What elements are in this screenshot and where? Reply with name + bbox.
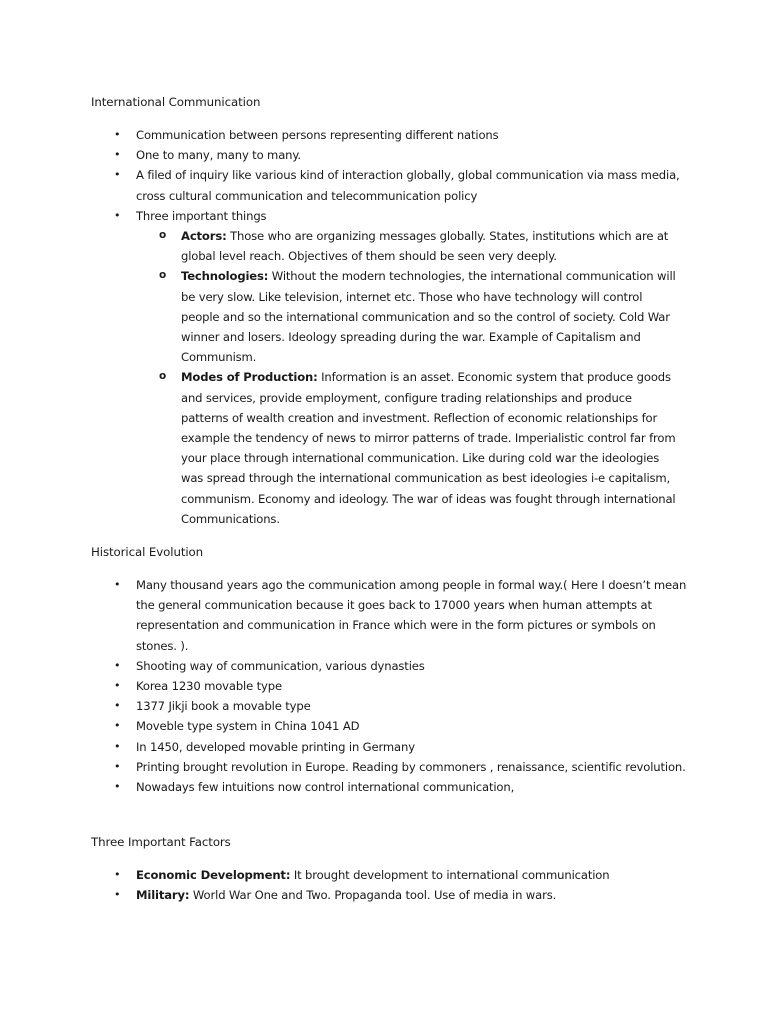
- item-text: Shooting way of communication, various dynasties: [136, 658, 425, 673]
- term-label: Military:: [136, 888, 190, 903]
- sub-bullet-list: [136, 226, 681, 529]
- bullet-list: [136, 575, 696, 797]
- term-label: Economic Development:: [136, 868, 291, 882]
- term-label: Actors:: [181, 229, 227, 244]
- item-text: It brought development to international communication: [290, 868, 610, 882]
- item-text: Printing brought revolution in Europe. Reading by commoners , renaissance, scientific revolution.: [136, 759, 686, 774]
- list-item: [136, 865, 696, 885]
- item-text: Communication between persons representing different nations: [136, 128, 499, 142]
- term-label: Modes of Production:: [181, 370, 318, 385]
- sub-list-item: [181, 266, 681, 367]
- item-text: Those who are organizing messages globally. States, institutions which are at global level reach. Objectives of them should be seen very deeply.: [181, 229, 669, 264]
- list-item: [136, 575, 696, 656]
- list-item: [136, 206, 696, 529]
- item-text: A filed of inquiry like various kind of interaction globally, global communication via mass media, cross cultural communication and telecommunication policy: [136, 168, 680, 203]
- list-item: [136, 676, 696, 696]
- list-item: [136, 125, 696, 145]
- list-item: [136, 165, 696, 205]
- list-item: [136, 656, 696, 676]
- list-item: [136, 737, 696, 757]
- section-heading: Historical Evolution: [91, 545, 204, 559]
- list-item: [136, 145, 696, 165]
- bullet-list: [136, 125, 696, 529]
- item-text: Nowadays few intuitions now control international communication,: [136, 780, 515, 795]
- section-heading: International Communication: [91, 95, 261, 109]
- list-item: [136, 885, 696, 905]
- sub-list-item: [181, 226, 681, 266]
- item-text: In 1450, developed movable printing in Germany: [136, 739, 415, 754]
- term-label: Technologies:: [181, 269, 269, 284]
- list-item: [136, 716, 696, 736]
- item-text: Moveble type system in China 1041 AD: [136, 719, 360, 734]
- item-text: World War One and Two. Propaganda tool. Use of media in wars.: [189, 888, 557, 903]
- list-item: [136, 777, 696, 797]
- item-text: Many thousand years ago the communication among people in formal way.( Here I doesn’t mean the general communication because it goes back to 17000 years when human attempts at representation and communication in France which were in the form pictures or symbols on stones. ).: [136, 578, 687, 653]
- item-text: Information is an asset. Economic system that produce goods and services, provide employment, configure trading relationships and produce patterns of wealth creation and investment. Reflection of economic relationships for example the tendency of news to mirror patterns of trade. Imperialistic control far from your place through international communication. Like during cold war the ideologies was spread through the international communication as best ideologies i-e capitalism, communism. Economy and ideology. The war of ideas was fought through international Communications.: [181, 370, 676, 526]
- item-text: 1377 Jikji book a movable type: [136, 699, 311, 714]
- item-text: One to many, many to many.: [136, 148, 301, 163]
- item-text: Korea 1230 movable type: [136, 679, 282, 694]
- bullet-list: [136, 865, 696, 905]
- item-text: Three important things: [136, 208, 267, 223]
- list-item: [136, 757, 696, 777]
- sub-list-item: [181, 367, 681, 529]
- item-text: Without the modern technologies, the international communication will be very slow. Like television, internet etc. Those who have technology will control people and so the international communication and so the control of society. Cold War winner and losers. Ideology spreading during the war. Example of Capitalism and Communism.: [181, 269, 676, 365]
- list-item: [136, 696, 696, 716]
- section-heading: Three Important Factors: [91, 835, 231, 849]
